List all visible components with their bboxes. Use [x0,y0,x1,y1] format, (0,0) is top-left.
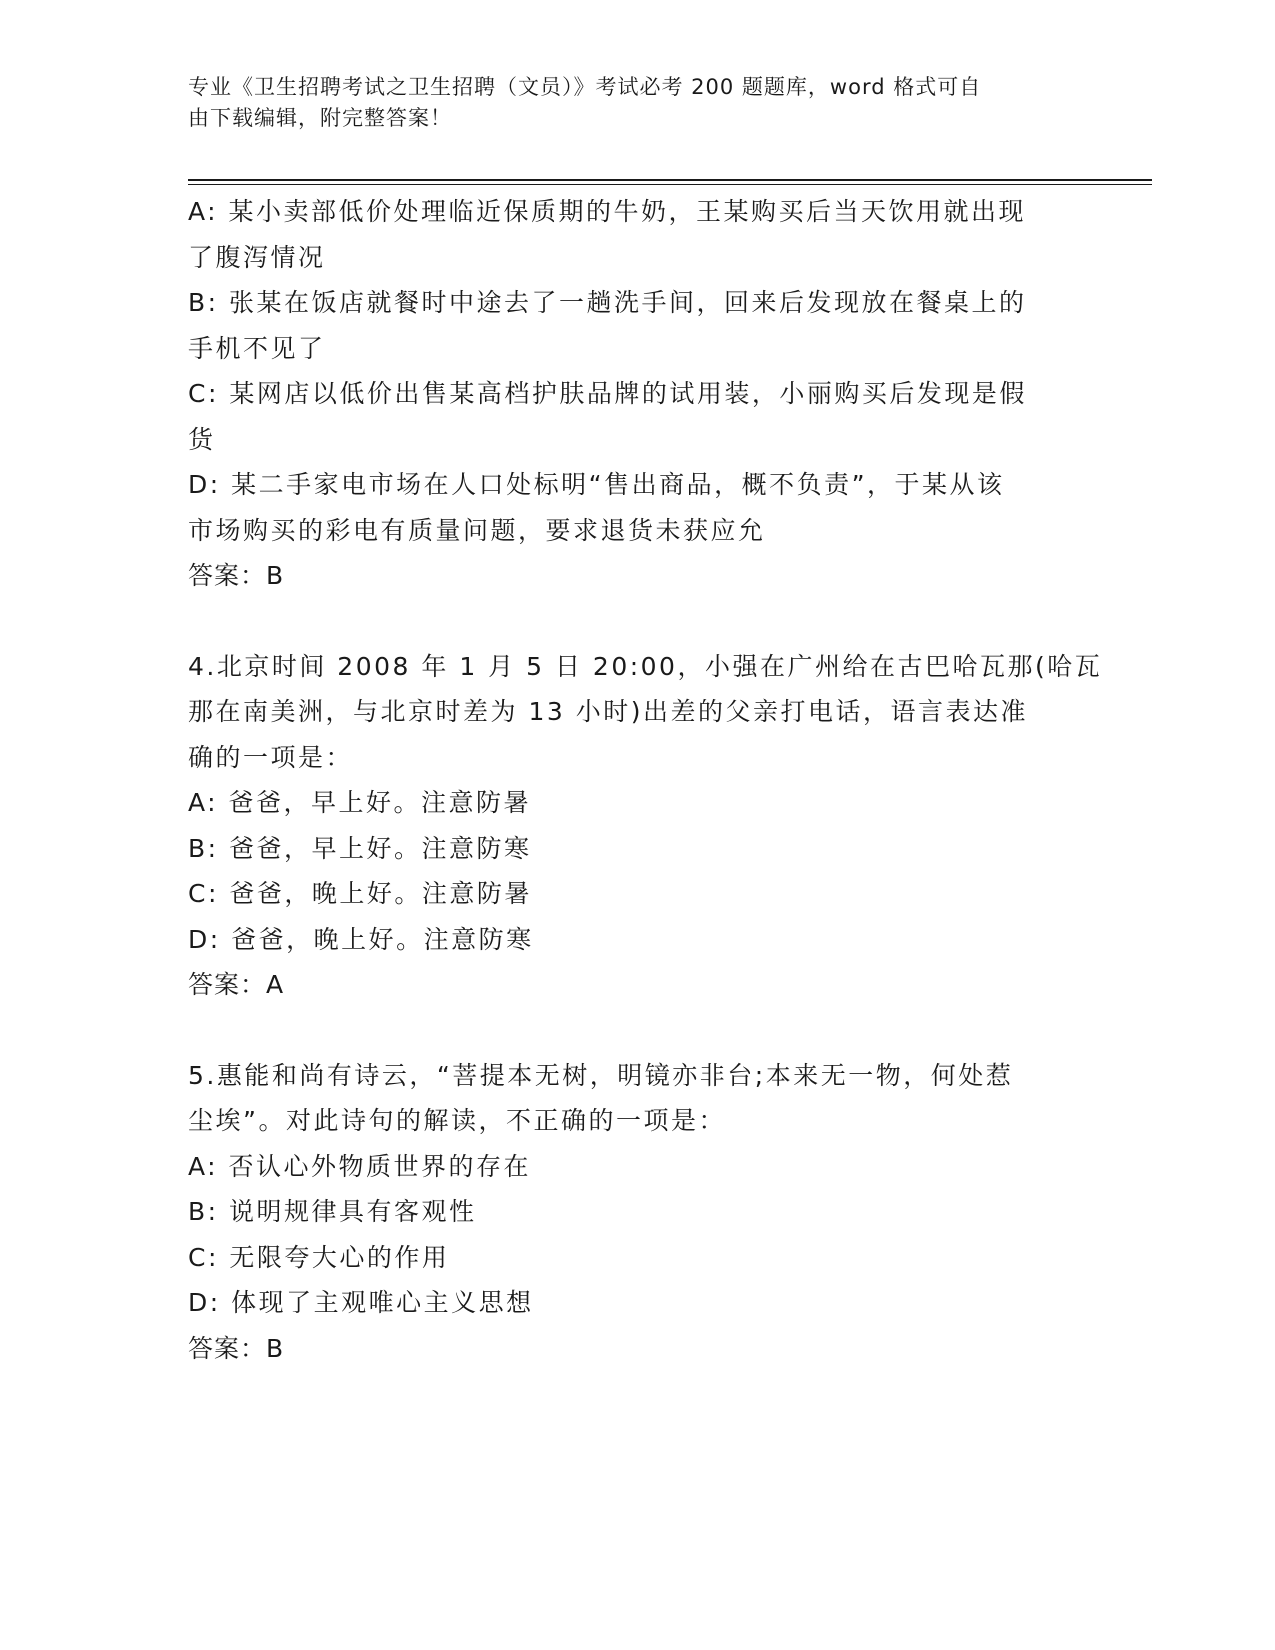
q3-option-b-line-1: B: 张某在饭店就餐时中途去了一趟洗手间，回来后发现放在餐桌上的 [188,288,1027,317]
q4-option-a: A: 爸爸，早上好。注意防暑 [188,788,532,817]
q5-option-b: B: 说明规律具有客观性 [188,1197,477,1226]
header-line-2: 由下载编辑，附完整答案！ [188,106,452,130]
question-3-options [188,189,1088,599]
q5-stem-line-1: 5.惠能和尚有诗云，“菩提本无树，明镜亦非台;本来无一物，何处惹 [188,1060,1014,1090]
q3-option-b-line-2: 手机不见了 [188,333,326,363]
q5-option-c: C: 无限夸大心的作用 [188,1242,450,1272]
q4-answer: 答案：A [188,970,285,999]
q5-stem-line-2: 尘埃”。对此诗句的解读，不正确的一项是： [188,1106,726,1135]
header-divider-thin [188,184,1152,185]
q3-option-a-line-2: 了腹泻情况 [188,242,326,272]
header-divider-thick [188,179,1152,181]
q5-option-d: D: 体现了主观唯心主义思想 [188,1288,534,1317]
spacer [188,599,1088,644]
q3-option-c-line-1: C: 某网店以低价出售某高档护肤品牌的试用装，小丽购买后发现是假 [188,379,1027,408]
q3-option-d-line-2: 市场购买的彩电有质量问题，要求退货未获应允 [188,515,766,545]
question-5 [188,1053,1088,1372]
q4-option-b: B: 爸爸，早上好。注意防寒 [188,833,532,863]
q3-option-d-line-1: D: 某二手家电市场在人口处标明“售出商品，概不负责”，于某从该 [188,470,1005,499]
q3-answer: 答案：B [188,561,285,590]
header-line-1: 专业《卫生招聘考试之卫生招聘（文员）》考试必考 200 题题库，word 格式可自 [188,75,982,99]
q3-option-c-line-2: 货 [188,424,216,454]
document-body [188,189,1103,1371]
q4-stem-line-3: 确的一项是： [188,742,354,772]
document-header [188,72,1068,134]
q4-option-c: C: 爸爸，晚上好。注意防暑 [188,879,532,908]
question-4 [188,644,1103,1008]
q5-option-a: A: 否认心外物质世界的存在 [188,1151,532,1181]
q5-answer: 答案：B [188,1333,285,1363]
q3-option-a-line-1: A: 某小卖部低价处理临近保质期的牛奶，王某购买后当天饮用就出现 [188,197,1027,226]
q4-stem-line-2: 那在南美洲，与北京时差为 13 小时)出差的父亲打电话，语言表达准 [188,697,1028,726]
q4-stem-line-1: 4.北京时间 2008 年 1 月 5 日 20:00，小强在广州给在古巴哈瓦那(哈瓦 [188,651,1103,681]
spacer [188,1008,1088,1053]
q4-option-d: D: 爸爸，晚上好。注意防寒 [188,924,534,954]
